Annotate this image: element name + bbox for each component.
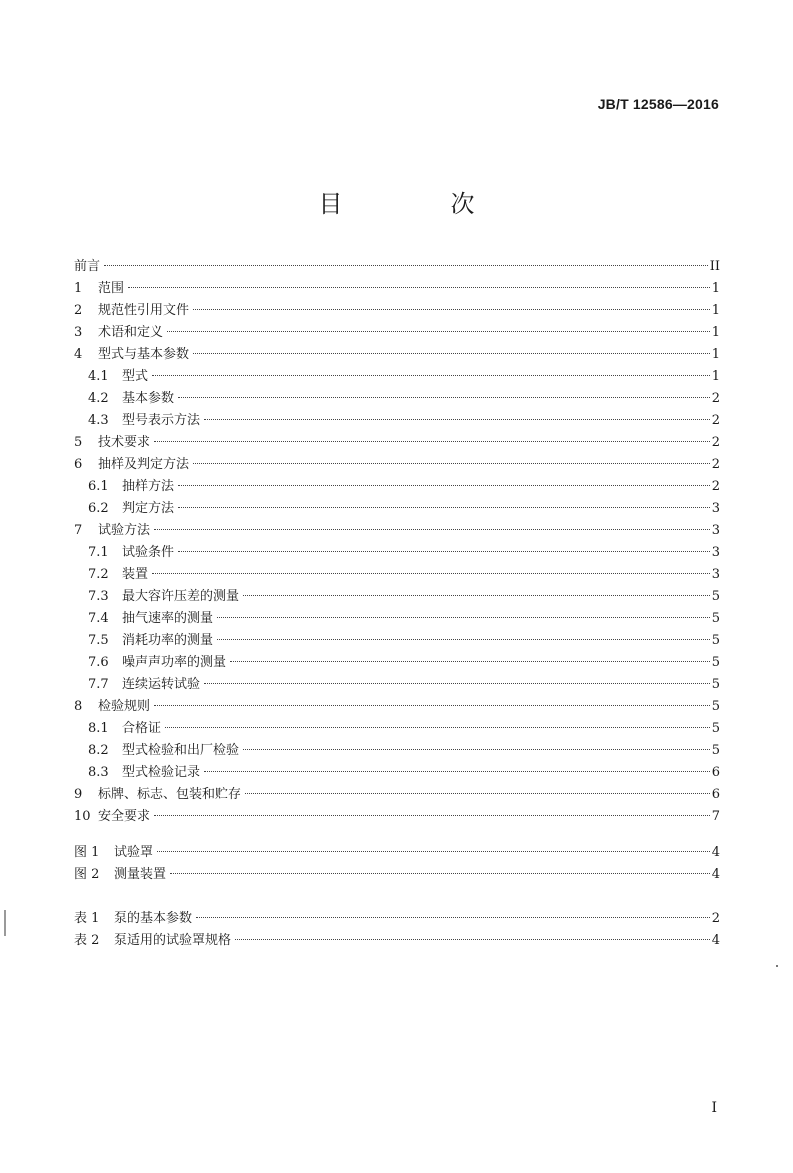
toc-entry-page: 5 xyxy=(711,589,720,604)
toc-leader-dots xyxy=(230,660,710,662)
toc-entry-page: 1 xyxy=(711,369,720,384)
toc-leader-dots xyxy=(152,374,710,376)
standard-code: JB/T 12586—2016 xyxy=(597,96,719,112)
scan-artifact-dot xyxy=(776,965,778,967)
toc-entry[interactable] xyxy=(74,608,720,630)
toc-entry-number: 8.3 xyxy=(88,765,109,780)
toc-entry-label: 泵适用的试验罩规格 xyxy=(114,933,232,948)
toc-entry-label: 基本参数 xyxy=(122,391,175,406)
toc-entry-page: 5 xyxy=(711,655,720,670)
toc-entry-label: 消耗功率的测量 xyxy=(122,633,214,648)
toc-entry-page: 5 xyxy=(711,721,720,736)
toc-entry-label: 装置 xyxy=(122,567,149,582)
toc-entry-page: 1 xyxy=(711,281,720,296)
toc-entry-number: 表 2 xyxy=(74,933,100,948)
toc-entry[interactable] xyxy=(74,300,720,322)
toc-entry[interactable] xyxy=(74,718,720,740)
scan-artifact-mark xyxy=(4,910,6,936)
toc-leader-dots xyxy=(196,916,710,918)
toc-entry-page: 1 xyxy=(711,347,720,362)
toc-entry-label: 判定方法 xyxy=(122,501,175,516)
toc-entry[interactable] xyxy=(74,630,720,652)
toc-entry-label: 标牌、标志、包装和贮存 xyxy=(98,787,242,802)
toc-entry-page: 2 xyxy=(711,435,720,450)
toc-entry-page: 5 xyxy=(711,743,720,758)
toc-entry-number: 6.2 xyxy=(88,501,109,516)
toc-entry[interactable] xyxy=(74,784,720,806)
toc-entry-label: 规范性引用文件 xyxy=(98,303,190,318)
toc-leader-dots xyxy=(245,792,710,794)
toc-entry-label: 试验罩 xyxy=(114,845,154,860)
toc-leader-dots xyxy=(235,938,710,940)
toc-leader-dots xyxy=(178,550,710,552)
toc-entry[interactable] xyxy=(74,930,720,952)
toc-entry-page: 2 xyxy=(711,911,720,926)
toc-entry-page: 4 xyxy=(711,845,720,860)
toc-entry[interactable] xyxy=(74,454,720,476)
toc-leader-dots xyxy=(104,264,708,266)
toc-entry[interactable] xyxy=(74,740,720,762)
toc-entry-label: 检验规则 xyxy=(98,699,151,714)
toc-leader-dots xyxy=(178,484,710,486)
toc-entry[interactable] xyxy=(74,806,720,828)
toc-entry[interactable] xyxy=(74,366,720,388)
toc-entry-number: 8.1 xyxy=(88,721,109,736)
toc-entry-number: 10 xyxy=(74,809,91,824)
toc-leader-dots xyxy=(128,286,710,288)
toc-leader-dots xyxy=(193,462,710,464)
toc-leader-dots xyxy=(154,528,710,530)
toc-entry-page: 3 xyxy=(711,545,720,560)
toc-leader-dots xyxy=(165,726,710,728)
toc-entry-page: 3 xyxy=(711,501,720,516)
toc-entry[interactable] xyxy=(74,410,720,432)
toc-entry-page: II xyxy=(709,259,720,274)
toc-entry-page: 4 xyxy=(711,933,720,948)
toc-leader-dots xyxy=(243,748,710,750)
toc-entry-number: 8.2 xyxy=(88,743,109,758)
toc-entry-number: 6 xyxy=(74,457,83,472)
toc-entry-label: 前言 xyxy=(74,259,101,274)
toc-entry-page: 2 xyxy=(711,413,720,428)
toc-entry-page: 2 xyxy=(711,391,720,406)
toc-entry-number: 2 xyxy=(74,303,83,318)
toc-entry-number: 图 1 xyxy=(74,845,100,860)
toc-entry[interactable] xyxy=(74,564,720,586)
toc-entry-label: 合格证 xyxy=(122,721,162,736)
toc-entry[interactable] xyxy=(74,520,720,542)
toc-entry-label: 型式与基本参数 xyxy=(98,347,190,362)
toc-entry-label: 连续运转试验 xyxy=(122,677,201,692)
toc-entry-number: 6.1 xyxy=(88,479,109,494)
toc-entry-label: 抽气速率的测量 xyxy=(122,611,214,626)
toc-leader-dots xyxy=(154,704,710,706)
toc-entry[interactable] xyxy=(74,476,720,498)
page-number: I xyxy=(711,1100,717,1116)
toc-entry[interactable] xyxy=(74,652,720,674)
toc-entry-number: 9 xyxy=(74,787,83,802)
toc-entry-label: 安全要求 xyxy=(98,809,151,824)
toc-leader-dots xyxy=(152,572,710,574)
toc-entry-page: 3 xyxy=(711,523,720,538)
toc-leader-dots xyxy=(193,308,710,310)
toc-entry-label: 型式检验和出厂检验 xyxy=(122,743,240,758)
toc-entry-page: 1 xyxy=(711,303,720,318)
toc-entry-number: 1 xyxy=(74,281,83,296)
toc-leader-dots xyxy=(178,506,710,508)
toc-entry-label: 术语和定义 xyxy=(98,325,164,340)
toc-entry[interactable] xyxy=(74,388,720,410)
toc-leader-dots xyxy=(204,770,710,772)
toc-entry-number: 7.4 xyxy=(88,611,109,626)
toc-entry-label: 技术要求 xyxy=(98,435,151,450)
toc-entry-page: 6 xyxy=(711,787,720,802)
toc-leader-dots xyxy=(154,440,710,442)
toc-entry-label: 试验条件 xyxy=(122,545,175,560)
toc-entry-label: 型号表示方法 xyxy=(122,413,201,428)
toc-entry-label: 型式 xyxy=(122,369,149,384)
toc-entry[interactable] xyxy=(74,432,720,454)
page-title: 目 次 xyxy=(318,190,517,218)
toc-entry-label: 型式检验记录 xyxy=(122,765,201,780)
toc-entry-page: 6 xyxy=(711,765,720,780)
toc-entry-number: 3 xyxy=(74,325,83,340)
toc-entry-number: 7.3 xyxy=(88,589,109,604)
toc-entry-label: 范围 xyxy=(98,281,125,296)
toc-entry-page: 1 xyxy=(711,325,720,340)
toc-entry-number: 表 1 xyxy=(74,911,100,926)
toc-entry[interactable] xyxy=(74,674,720,696)
toc-entry-number: 7.7 xyxy=(88,677,109,692)
toc-leader-dots xyxy=(167,330,710,332)
toc-entry[interactable] xyxy=(74,278,720,300)
toc-entry-number: 图 2 xyxy=(74,867,100,882)
toc-entry[interactable] xyxy=(74,908,720,930)
toc-leader-dots xyxy=(243,594,710,596)
toc-entry-page: 5 xyxy=(711,611,720,626)
toc-entry-label: 泵的基本参数 xyxy=(114,911,193,926)
toc-leader-dots xyxy=(204,682,710,684)
toc-leader-dots xyxy=(217,638,710,640)
toc-entry-number: 7 xyxy=(74,523,83,538)
toc-entry[interactable] xyxy=(74,322,720,344)
toc-entry-label: 抽样方法 xyxy=(122,479,175,494)
toc-entry-number: 7.5 xyxy=(88,633,109,648)
toc-entry-page: 3 xyxy=(711,567,720,582)
toc-entry[interactable] xyxy=(74,586,720,608)
toc-leader-dots xyxy=(217,616,710,618)
toc-leader-dots xyxy=(170,872,710,874)
toc-entry-number: 4.2 xyxy=(88,391,109,406)
toc-entry[interactable] xyxy=(74,256,720,278)
toc-entry[interactable] xyxy=(74,542,720,564)
toc-entry-page: 2 xyxy=(711,479,720,494)
toc-leader-dots xyxy=(154,814,710,816)
toc-leader-dots xyxy=(157,850,710,852)
toc-entry[interactable] xyxy=(74,498,720,520)
toc-entry[interactable] xyxy=(74,762,720,784)
toc-entry-page: 4 xyxy=(711,867,720,882)
toc-entry-page: 5 xyxy=(711,677,720,692)
toc-entry-number: 8 xyxy=(74,699,83,714)
toc-entry-number: 7.1 xyxy=(88,545,109,560)
toc-entry-page: 5 xyxy=(711,633,720,648)
toc-leader-dots xyxy=(204,418,710,420)
toc-leader-dots xyxy=(178,396,710,398)
toc-entry-label: 噪声声功率的测量 xyxy=(122,655,227,670)
toc-entry-label: 抽样及判定方法 xyxy=(98,457,190,472)
toc-entry-number: 4.1 xyxy=(88,369,109,384)
toc-entry-page: 7 xyxy=(711,809,720,824)
toc-entry-number: 7.6 xyxy=(88,655,109,670)
toc-entry[interactable] xyxy=(74,842,720,864)
toc-entry-label: 试验方法 xyxy=(98,523,151,538)
toc-entry-number: 7.2 xyxy=(88,567,109,582)
toc-entry[interactable] xyxy=(74,344,720,366)
toc-entry-number: 4 xyxy=(74,347,83,362)
toc-entry-number: 5 xyxy=(74,435,83,450)
toc-entry-label: 测量装置 xyxy=(114,867,167,882)
toc-entry-label: 最大容许压差的测量 xyxy=(122,589,240,604)
toc-entry[interactable] xyxy=(74,864,720,886)
toc-leader-dots xyxy=(193,352,710,354)
toc-entry-number: 4.3 xyxy=(88,413,109,428)
toc-entry-page: 5 xyxy=(711,699,720,714)
toc-entry[interactable] xyxy=(74,696,720,718)
toc-entry-page: 2 xyxy=(711,457,720,472)
